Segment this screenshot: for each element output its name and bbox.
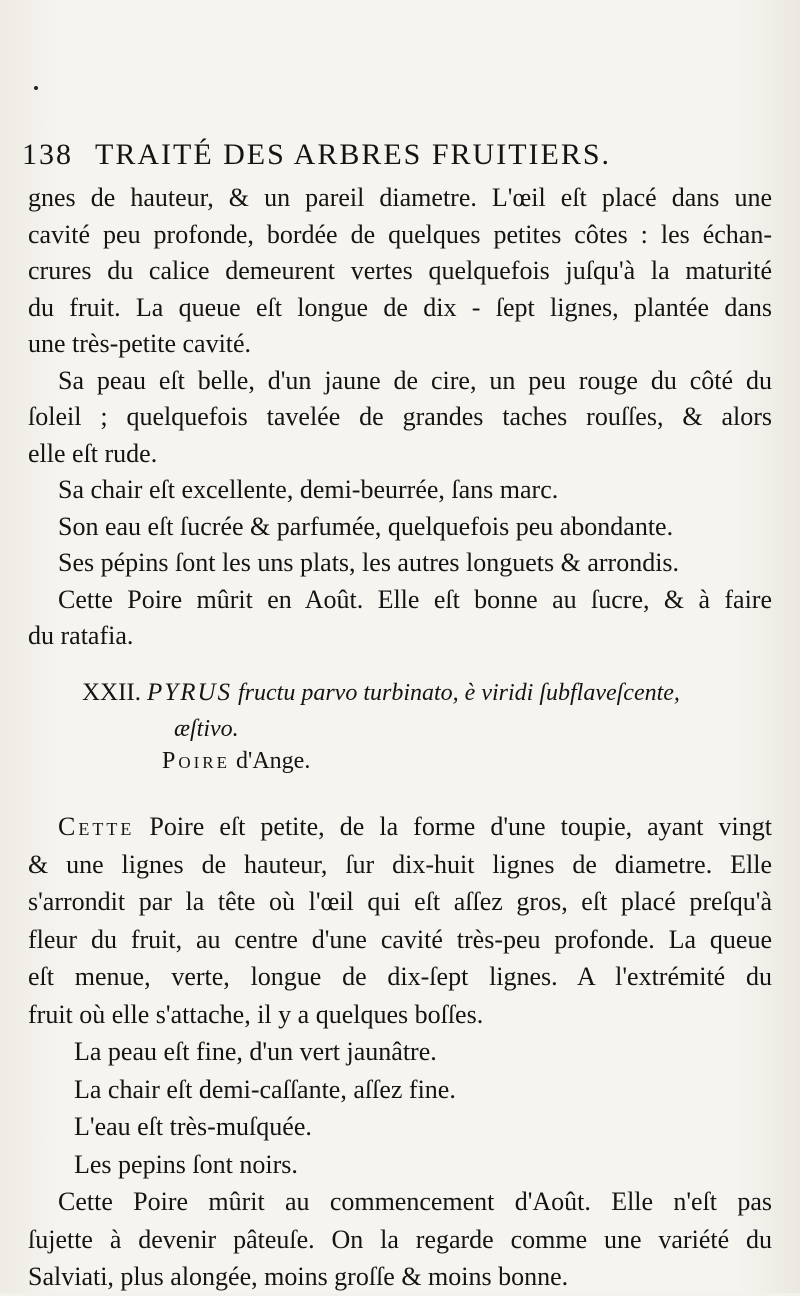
text-line (28, 808, 772, 846)
text-line: crures du calice demeurent vertes quelquefois juſqu'à la maturité (28, 256, 772, 285)
text-line: Salviati, plus alongée, moins groſſe & moins bonne. (28, 1262, 569, 1291)
text-line: Sa chair eſt excellente, demi-beurrée, ſans marc. (58, 475, 559, 504)
latin-description: fructu parvo turbinato, è viridi ſubflaveſcente, (238, 680, 680, 706)
text-line: du ratafia. (28, 621, 134, 650)
text-line: une très-petite cavité. (28, 329, 252, 358)
text-line: fleur du fruit, au centre d'une cavité très-peu profonde. La queue (28, 924, 772, 954)
text-line: eſt menue, verte, longue de dix-ſept lignes. A l'extrémité du (28, 962, 772, 991)
text-line: ſujette à devenir pâteuſe. On la regarde comme une variété du (28, 1224, 772, 1254)
page-number: 138 (22, 138, 73, 171)
entry-number: XXII. (82, 679, 142, 706)
common-name-prefix: Poire (162, 748, 231, 774)
genus-name: PYRUS (147, 679, 233, 706)
text-line-rest: Poire eſt petite, de la forme d'une toupie, ayant vingt (149, 812, 773, 841)
running-title: TRAITÉ DES ARBRES FRUITIERS. (95, 138, 612, 171)
text-line: du fruit. La queue eſt longue de dix - ſept lignes, plantée dans (28, 292, 772, 322)
running-header (22, 138, 782, 172)
text-line: Sa peau eſt belle, d'un jaune de cire, un peu rouge du côté du (58, 365, 772, 395)
latin-description-cont: æſtivo. (174, 716, 239, 742)
ink-mark (34, 86, 38, 90)
text-line: s'arrondit par la tête où l'œil qui eſt aſſez gros, eſt placé preſqu'à (28, 887, 772, 916)
text-line: La chair eſt demi-caſſante, aſſez fine. (74, 1074, 456, 1104)
lead-word: Cette (58, 812, 135, 841)
section-2 (28, 808, 772, 1296)
common-name-suffix: d'Ange. (236, 748, 311, 774)
text-line: cavité peu profonde, bordée de quelques petites côtes : les échan- (28, 219, 772, 249)
entry-heading (82, 675, 772, 747)
text-line: Son eau eſt ſucrée & parfumée, quelquefois peu abondante. (58, 511, 674, 541)
section-1 (28, 180, 772, 655)
text-line: Les pepins ſont noirs. (74, 1149, 298, 1179)
text-line: ſoleil ; quelquefois tavelée de grandes taches rouſſes, & alors (28, 402, 772, 431)
common-name (162, 748, 310, 775)
text-line: gnes de hauteur, & un pareil diametre. L'œil eſt placé dans une (28, 183, 772, 212)
text-line: & une lignes de hauteur, ſur dix-huit lignes de diametre. Elle (28, 849, 772, 879)
text-line: L'eau eſt très-muſquée. (74, 1112, 312, 1141)
text-line: La peau eſt fine, d'un vert jaunâtre. (74, 1037, 437, 1066)
text-line: Ses pépins ſont les uns plats, les autres longuets & arrondis. (58, 548, 680, 577)
text-line: Cette Poire mûrit au commencement d'Août. Elle n'eſt pas (58, 1187, 772, 1216)
text-line: Cette Poire mûrit en Août. Elle eſt bonne au ſucre, & à faire (58, 584, 772, 614)
text-line: fruit où elle s'attache, il y a quelques boſſes. (28, 999, 484, 1029)
text-line: elle eſt rude. (28, 438, 158, 468)
